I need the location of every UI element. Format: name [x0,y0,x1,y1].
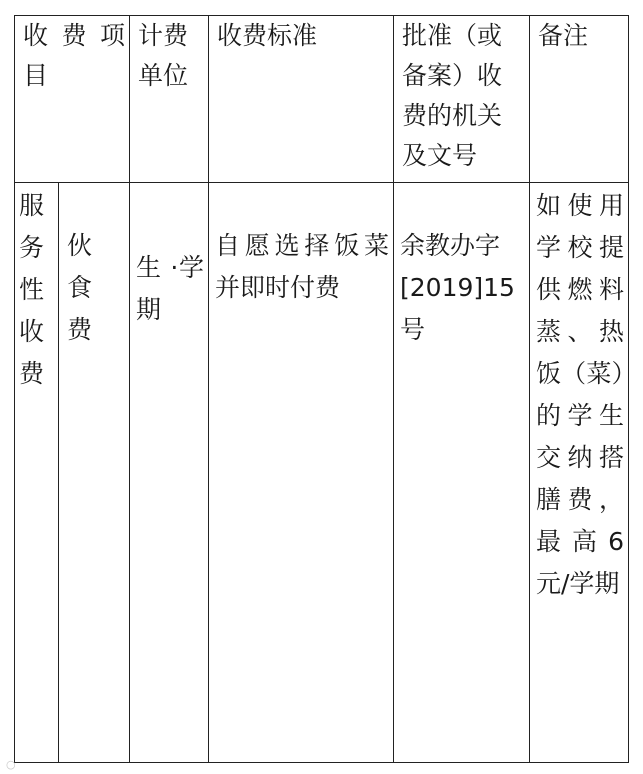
row-standard: 自愿选择饭菜并即时付费 [215,231,389,302]
unit-cell [130,183,209,763]
row-category: 服务性收费 [19,191,45,388]
fee-table [14,15,629,763]
header-authority: 批准（或备案）收费的机关及文号 [402,21,503,170]
header-standard: 收费标准 [217,21,318,50]
header-authority-cell [394,16,530,183]
standard-cell [209,183,394,763]
header-item-cell [15,16,130,183]
remark-cell [530,183,629,763]
header-unit-cell [130,16,209,183]
row-item: 伙食费 [67,231,93,344]
authority-cell [394,183,530,763]
table-header-row [15,16,629,183]
row-authority: 余教办字[2019]15号 [400,231,515,344]
category-cell [15,183,59,763]
header-item: 收 费 项 目 [23,21,125,90]
header-remark: 备注 [538,21,589,50]
row-unit: 生 ·学期 [136,253,204,324]
header-unit: 计费单位 [138,21,189,90]
header-standard-cell [209,16,394,183]
item-cell [59,183,130,763]
header-remark-cell [530,16,629,183]
row-remark: 如使用学校提供燃料蒸、热饭（菜）的学生交纳搭膳费，最高6元/学期 [536,191,624,598]
table-row [15,183,629,763]
watermark-logo: ○ [6,758,16,771]
